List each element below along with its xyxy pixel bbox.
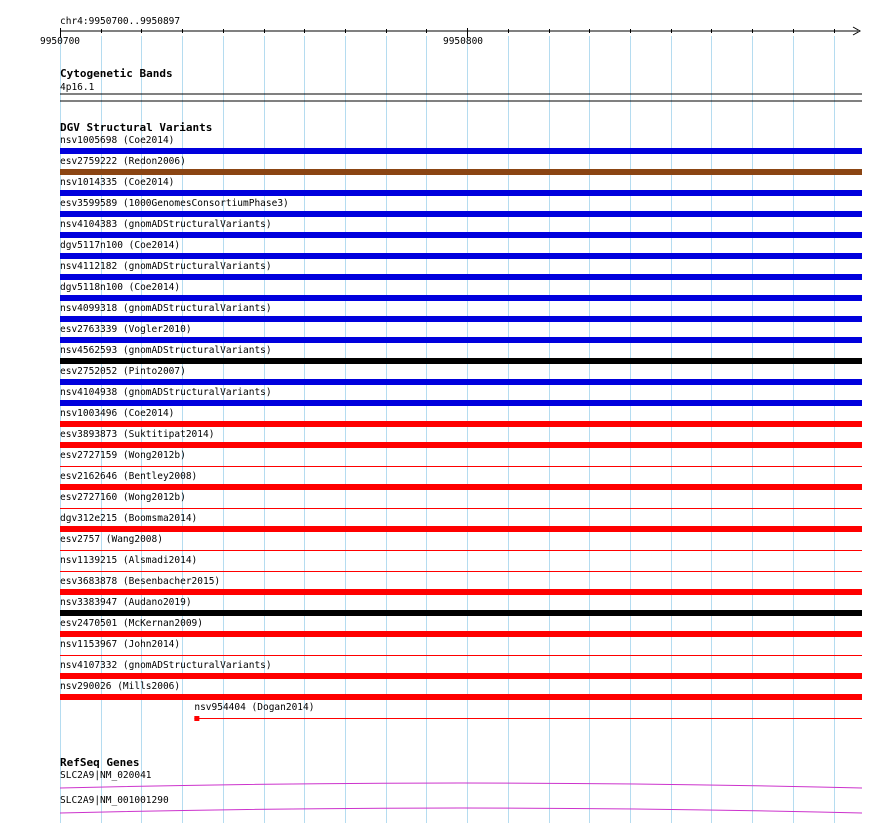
dgv-track[interactable]: [60, 121, 862, 721]
dgv-variant-bar: [60, 379, 862, 385]
ruler-start-label: 9950700: [39, 36, 81, 47]
refseq-gene-label: SLC2A9|NM_001001290: [60, 795, 169, 806]
dgv-variant-bar: [60, 358, 862, 364]
dgv-variant-label: dgv5118n100 (Coe2014): [60, 282, 181, 293]
dgv-variant[interactable]: [60, 135, 862, 154]
dgv-variant-bar: [60, 148, 862, 154]
dgv-variant[interactable]: [60, 366, 862, 385]
dgv-variant[interactable]: [60, 618, 862, 637]
dgv-variant[interactable]: [60, 555, 862, 572]
dgv-variant[interactable]: [60, 177, 862, 196]
dgv-variant[interactable]: [60, 492, 862, 509]
dgv-variant[interactable]: [60, 282, 862, 301]
dgv-variant[interactable]: [60, 240, 862, 259]
dgv-variant-label: dgv312e215 (Boomsma2014): [60, 513, 198, 524]
dgv-variant-label: nsv1139215 (Alsmadi2014): [60, 555, 198, 566]
dgv-variant-bar: [60, 442, 862, 448]
refseq-gene-line: [60, 783, 862, 788]
dgv-variant-label: nsv4099318 (gnomADStructuralVariants): [60, 303, 272, 314]
dgv-variant-bar: [60, 673, 862, 679]
dgv-variant[interactable]: [60, 597, 862, 616]
dgv-variant-bar: [60, 190, 862, 196]
refseq-gene[interactable]: [60, 770, 862, 788]
dgv-variant-label: esv2759222 (Redon2006): [60, 156, 186, 167]
dgv-variant-bar: [60, 274, 862, 280]
dgv-variant-bar: [60, 337, 862, 343]
dgv-variant-label: esv2757 (Wang2008): [60, 534, 163, 545]
dgv-variant-label: esv2752052 (Pinto2007): [60, 366, 186, 377]
locus-label: chr4:9950700..9950897: [60, 16, 181, 27]
ruler[interactable]: [40, 16, 860, 47]
dgv-variant[interactable]: [60, 450, 862, 467]
dgv-variant-label: nsv954404 (Dogan2014): [194, 702, 315, 713]
dgv-variant[interactable]: [60, 513, 862, 532]
dgv-variant-label: esv2763339 (Vogler2010): [60, 324, 192, 335]
dgv-variant-label: nsv290026 (Mills2006): [60, 681, 181, 692]
dgv-variant[interactable]: [60, 471, 862, 490]
refseq-gene-line: [60, 808, 862, 813]
dgv-variant[interactable]: [60, 219, 862, 238]
dgv-variant-label: nsv1014335 (Coe2014): [60, 177, 175, 188]
dgv-variant-label: nsv1003496 (Coe2014): [60, 408, 175, 419]
refseq-track[interactable]: [60, 756, 862, 813]
dgv-variant-bar: [60, 169, 862, 175]
dgv-variant-label: esv2727159 (Wong2012b): [60, 450, 186, 461]
dgv-variant-label: nsv4112182 (gnomADStructuralVariants): [60, 261, 272, 272]
cytoband-track-title: Cytogenetic Bands: [60, 67, 173, 80]
dgv-variant[interactable]: [60, 324, 862, 343]
dgv-variant-bar: [60, 421, 862, 427]
dgv-variant-label: esv2470501 (McKernan2009): [60, 618, 203, 629]
dgv-variant[interactable]: [60, 660, 862, 679]
refseq-track-title: RefSeq Genes: [60, 756, 140, 769]
dgv-variant-label: nsv4562593 (gnomADStructuralVariants): [60, 345, 272, 356]
dgv-variant-bar: [60, 295, 862, 301]
dgv-variant-bar: [60, 400, 862, 406]
dgv-variant-label: esv2727160 (Wong2012b): [60, 492, 186, 503]
ruler-mid-label: 9950800: [442, 36, 484, 47]
dgv-variant-marker: [194, 716, 199, 721]
dgv-variant-label: nsv4107332 (gnomADStructuralVariants): [60, 660, 272, 671]
dgv-variant-label: esv3599589 (1000GenomesConsortiumPhase3): [60, 198, 289, 209]
dgv-variant-label: nsv1005698 (Coe2014): [60, 135, 175, 146]
dgv-variant[interactable]: [60, 303, 862, 322]
dgv-variant-bar: [60, 589, 862, 595]
refseq-gene-label: SLC2A9|NM_020041: [60, 770, 152, 781]
cytoband-label: 4p16.1: [60, 82, 95, 93]
dgv-variant[interactable]: [60, 576, 862, 595]
dgv-variant[interactable]: [60, 198, 862, 217]
refseq-features: [60, 770, 862, 813]
dgv-features: [60, 135, 862, 721]
dgv-variant-label: nsv4104938 (gnomADStructuralVariants): [60, 387, 272, 398]
dgv-variant-label: nsv1153967 (John2014): [60, 639, 181, 650]
dgv-variant[interactable]: [60, 261, 862, 280]
dgv-variant-label: nsv3383947 (Audano2019): [60, 597, 192, 608]
dgv-variant-label: esv2162646 (Bentley2008): [60, 471, 198, 482]
dgv-variant[interactable]: [60, 345, 862, 364]
dgv-variant-label: esv3893873 (Suktitipat2014): [60, 429, 215, 440]
dgv-variant-bar: [60, 316, 862, 322]
dgv-variant-label: nsv4104383 (gnomADStructuralVariants): [60, 219, 272, 230]
dgv-variant[interactable]: [60, 681, 862, 700]
dgv-variant[interactable]: [60, 408, 862, 427]
dgv-variant[interactable]: [194, 702, 862, 721]
refseq-gene[interactable]: [60, 795, 862, 813]
dgv-variant-bar: [60, 631, 862, 637]
dgv-variant-bar: [60, 526, 862, 532]
dgv-variant-bar: [60, 232, 862, 238]
dgv-variant-bar: [60, 211, 862, 217]
dgv-variant-label: esv3683878 (Besenbacher2015): [60, 576, 221, 587]
cytoband-track[interactable]: [60, 67, 862, 101]
dgv-variant-bar: [60, 484, 862, 490]
dgv-variant[interactable]: [60, 639, 862, 656]
dgv-variant[interactable]: [60, 429, 862, 448]
dgv-track-title: DGV Structural Variants: [60, 121, 213, 134]
dgv-variant[interactable]: [60, 156, 862, 175]
dgv-variant[interactable]: [60, 534, 862, 551]
dgv-variant-bar: [60, 694, 862, 700]
dgv-variant-bar: [60, 610, 862, 616]
dgv-variant-bar: [60, 253, 862, 259]
dgv-variant[interactable]: [60, 387, 862, 406]
dgv-variant-label: dgv5117n100 (Coe2014): [60, 240, 181, 251]
